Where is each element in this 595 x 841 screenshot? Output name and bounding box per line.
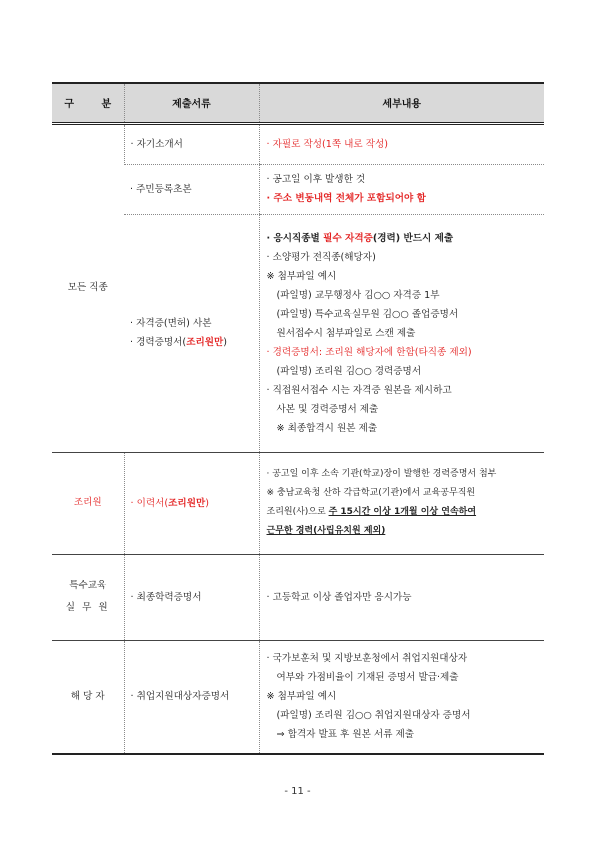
table-row <box>52 123 544 164</box>
detail-line: 사본 및 경력증명서 제출 <box>276 403 379 415</box>
detail-line: · 직접원서접수 시는 자격증 원본을 제시하고 <box>266 384 452 396</box>
detail-final-education: · 고등학교 이상 졸업자만 응시가능 <box>259 554 544 640</box>
detail-line: · 공고일 이후 소속 기관(학교)장이 발행한 경력증명서 첨부 <box>266 469 497 479</box>
detail-line: ※ 첨부파일 예시 <box>266 691 337 703</box>
detail-line: · 국가보훈처 및 지방보훈청에서 취업지원대상자 <box>266 653 468 665</box>
header-details: 세부내용 <box>259 83 544 123</box>
header-category: 구 분 <box>52 83 124 123</box>
detail-employment-support <box>259 640 544 754</box>
doc-license-copy: · 자격증(면허) 사본 <box>130 318 212 329</box>
detail-line: 원서접수시 첨부파일로 스캔 제출 <box>276 327 416 339</box>
detail-line-highlight: 근무한 경력(사립유치원 제외) <box>266 526 386 536</box>
table-row <box>52 164 544 214</box>
detail-line: ⇒ 합격자 발표 후 원본 서류 제출 <box>276 729 415 741</box>
doc-employment-support: · 취업지원대상자증명서 <box>124 640 259 754</box>
required-certificate-highlight: 필수 자격증 <box>323 232 373 244</box>
submission-documents-table <box>52 82 544 755</box>
detail-line: · 소양평가 전직종(해당자) <box>266 251 376 263</box>
table-header-row <box>52 83 544 123</box>
cook-only-note: 조리원만 <box>168 497 206 509</box>
doc-final-education: · 최종학력증명서 <box>124 554 259 640</box>
detail-line-highlight: · 주소 변동내역 전체가 포함되어야 함 <box>266 193 426 204</box>
detail-resident-registration <box>259 164 544 214</box>
doc-certificates <box>124 214 259 452</box>
category-special-education: 특수교육 실 무 원 <box>52 554 124 640</box>
doc-self-introduction: · 자기소개서 <box>124 123 259 164</box>
career-condition-highlight: 주 15시간 이상 1개월 이상 연속하여 <box>328 507 477 517</box>
page-number: - 11 - <box>284 786 311 797</box>
cook-only-note: 조리원만 <box>186 337 224 348</box>
detail-line: (파일명) 특수교육실무원 김○○ 졸업증명서 <box>276 308 459 320</box>
detail-line: (파일명) 교무행정사 김○○ 자격증 1부 <box>276 289 440 301</box>
table-row <box>52 640 544 754</box>
detail-line: (파일명) 조리원 김○○ 경력증명서 <box>276 365 422 377</box>
table-row <box>52 452 544 554</box>
detail-line: (파일명) 조리원 김○○ 취업지원대상자 증명서 <box>276 710 471 722</box>
category-eligible: 해 당 자 <box>52 640 124 754</box>
category-all-jobs: 모든 직종 <box>52 123 124 452</box>
doc-resident-registration: · 주민등록초본 <box>124 164 259 214</box>
detail-line: ※ 첨부파일 예시 <box>266 270 337 282</box>
detail-line: ※ 충남교육청 산하 각급학교(기관)에서 교육공무직원 <box>266 488 476 498</box>
detail-self-introduction: · 자필로 작성(1쪽 내로 작성) <box>259 123 544 164</box>
header-documents: 제출서류 <box>124 83 259 123</box>
doc-career-certificate: · 경력증명서(조리원만) <box>130 337 228 348</box>
detail-line: · 응시직종별 필수 자격증(경력) 반드시 제출 <box>266 232 454 244</box>
category-cook: 조리원 <box>52 452 124 554</box>
detail-line: 여부와 가점비율이 기재된 증명서 발급·제출 <box>276 672 459 684</box>
detail-resume <box>259 452 544 554</box>
detail-line: ※ 최종합격시 원본 제출 <box>276 422 378 434</box>
detail-line-highlight: · 경력증명서: 조리원 해당자에 한함(타직종 제외) <box>266 346 472 358</box>
table-row <box>52 554 544 640</box>
detail-certificates <box>259 214 544 452</box>
detail-line: · 공고일 이후 발생한 것 <box>266 174 366 185</box>
doc-resume: · 이력서(조리원만) <box>124 452 259 554</box>
table-row <box>52 214 544 452</box>
detail-line: 조리원(사)으로 주 15시간 이상 1개월 이상 연속하여 <box>266 507 477 517</box>
